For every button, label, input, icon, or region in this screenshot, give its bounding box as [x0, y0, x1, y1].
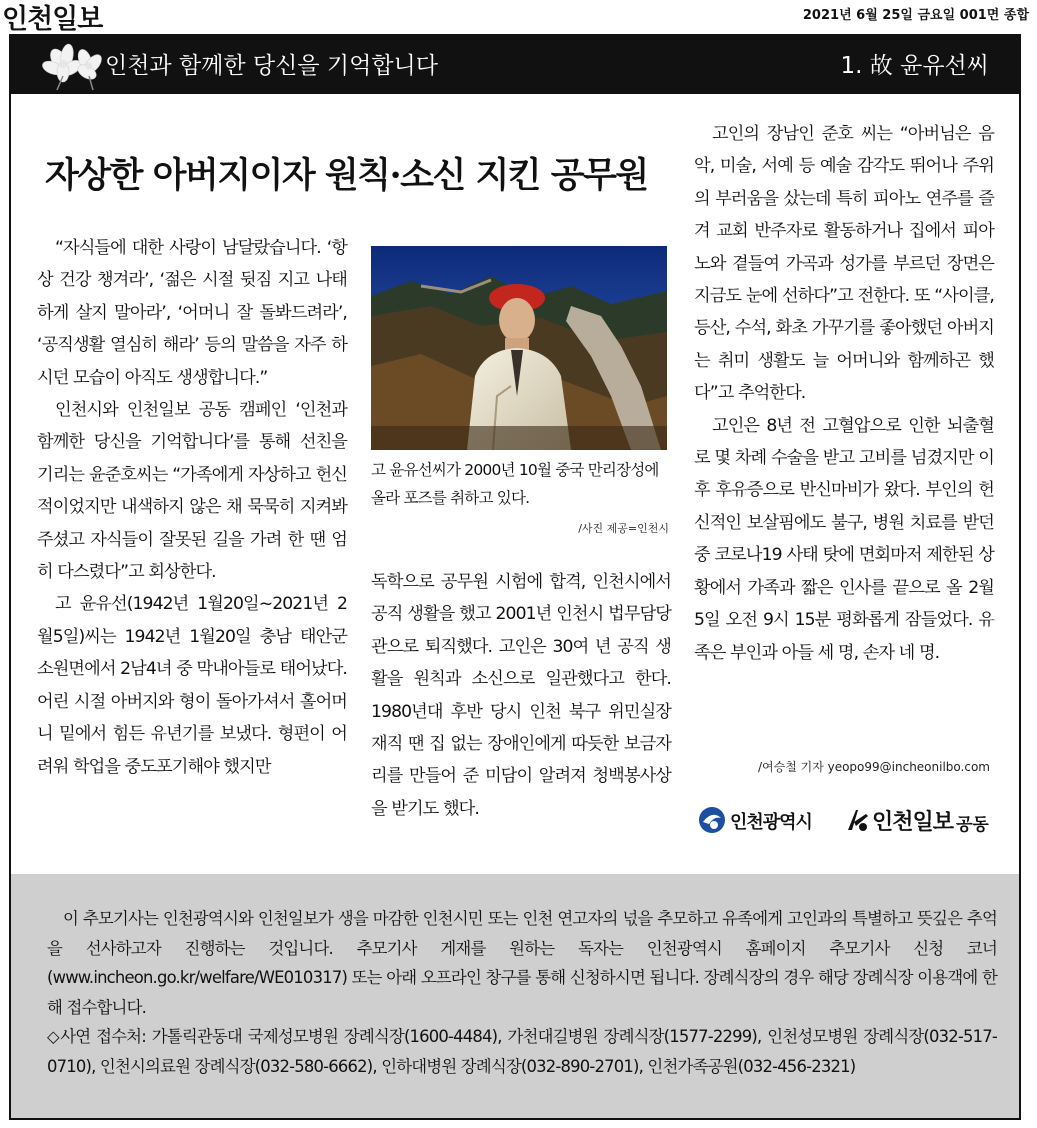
campaign-banner [11, 36, 1019, 94]
notice-paragraph: 이 추모기사는 인천광역시와 인천일보가 생을 마감한 인천시민 또는 인천 연고자의 넋을 추모하고 유족에게 고인과의 특별하고 뜻깊은 추억을 선사하고자 진행하는 것입니다. 추모기사 게재를 원하는 독자는 인천광역시 홈페이지 추모기사 신청 코너(www.incheon.go.kr/welfare/WE010317) 또는 아래 오프라인 창구를 통해 신청하시면 됩니다. 장례식장의 경우 해당 장례식장 이용객에 한해 접수합니다. [47, 909, 997, 1017]
incheon-ilbo-logo-text: 인천일보 [872, 810, 954, 835]
article-frame [9, 34, 1021, 1120]
article-column-3 [694, 118, 994, 669]
reporter-byline: /여승철 기자 yeopo99@incheonilbo.com [757, 760, 990, 774]
incheon-ilbo-logo-icon [844, 806, 870, 834]
photo-caption: 고 윤유선씨가 2000년 10월 중국 만리장성에 올라 포즈를 취하고 있다. [371, 461, 659, 507]
headline: 자상한 아버지이자 원칙·소신 지킨 공무원 [45, 155, 648, 196]
paper-name: 인천일보 [2, 4, 103, 35]
great-wall-photo [371, 246, 667, 450]
paragraph: 인천시와 인천일보 공동 캠페인 ‘인천과 함께한 당신을 기억합니다’를 통해 선친을 기리는 윤준호씨는 “가족에게 자상하고 헌신적이었지만 내색하지 않은 채 묵묵히 지켜봐 주셨고 자식들이 잘못된 길을 가려 한 땐 엄히 다스렸다”고 회상한다. [37, 400, 347, 583]
paragraph: 독학으로 공무원 시험에 합격, 인천시에서 공직 생활을 했고 2001년 인천시 법무담당관으로 퇴직했다. 고인은 30여 년 공직 생활을 원칙과 소신으로 일관했다고 한다. 1980년대 후반 당시 인천 북구 위민실장 재직 땐 집 없는 장애인에게 따듯한 보금자리를 만들어 준 미담이 알려져 청백봉사상을 받기도 했다. [371, 572, 671, 819]
notice-text [47, 904, 997, 1081]
paragraph: 고인은 8년 전 고혈압으로 인한 뇌출혈로 몇 차례 수술을 받고 고비를 넘겼지만 이후 후유증으로 반신마비가 왔다. 부인의 헌신적인 보살핌에도 불구, 병원 치료를 받던 중 코로나19 사태 탓에 면회마저 제한된 상황에서 가족과 짧은 인사를 끝으로 올 2월 5일 오전 9시 15분 평화롭게 잠들었다. 유족은 부인과 아들 세 명, 손자 네 명. [694, 415, 994, 663]
incheon-city-logo-icon [698, 806, 726, 834]
photo-credit: /사진 제공=인천시 [578, 522, 669, 535]
article-column-2 [371, 566, 671, 825]
notice-contacts: ◇사연 접수처: 가톨릭관동대 국제성모병원 장례식장(1600-4484), 가천대길병원 장례식장(1577-2299), 인천성모병원 장례식장(032-517-0710), 인천시의료원 장례식장(032-580-6662), 인하대병원 장례식장(032-890-2701), 인천가족공원(032-456-2321) [47, 1027, 997, 1076]
incheon-city-logo-text: 인천광역시 [730, 812, 812, 833]
paragraph: 고인의 장남인 준호 씨는 “아버님은 음악, 미술, 서예 등 예술 감각도 뛰어나 주위의 부러움을 샀는데 특히 피아노 연주를 즐겨 교회 반주자로 활동하거나 집에서 피아노와 곁들여 가곡과 성가를 부르던 장면은 지금도 눈에 선하다”고 전한다. 또 “사이클, 등산, 수석, 화초 가꾸기를 좋아했던 아버지는 취미 생활도 늘 어머니와 함께하곤 했다”고 추억한다. [694, 124, 994, 404]
article-photo [371, 246, 667, 450]
series-label: 1. 故 윤유선씨 [840, 53, 989, 79]
chrysanthemum-icon [37, 40, 107, 90]
paragraph: 고 윤유선(1942년 1월20일~2021년 2월5일)씨는 1942년 1월20일 충남 태안군 소원면에서 2남4녀 중 막내아들로 태어났다. 어린 시절 아버지와 형이 돌아가셔서 홀어머니 밑에서 힘든 유년기를 보냈다. 형편이 어려워 학업을 중도포기해야 했지만 [37, 594, 347, 777]
joint-label: 공동 [956, 815, 989, 835]
issue-info: 2021년 6월 25일 금요일 001면 종합 [802, 8, 1029, 23]
masthead [0, 0, 1037, 34]
campaign-title: 인천과 함께한 당신을 기억합니다 [105, 53, 438, 79]
article-column-1 [37, 232, 347, 783]
sponsor-logos [694, 804, 994, 840]
paragraph: “자식들에 대한 사랑이 남달랐습니다. ‘항상 건강 챙겨라’, ‘젊은 시절 뒷짐 지고 나태하게 살지 말아라’, ‘어머니 잘 돌봐드려라’, ‘공직생활 열심히 해라’ 등의 말씀을 자주 하시던 모습이 아직도 생생합니다.” [37, 238, 347, 388]
notice-box [11, 874, 1019, 1120]
